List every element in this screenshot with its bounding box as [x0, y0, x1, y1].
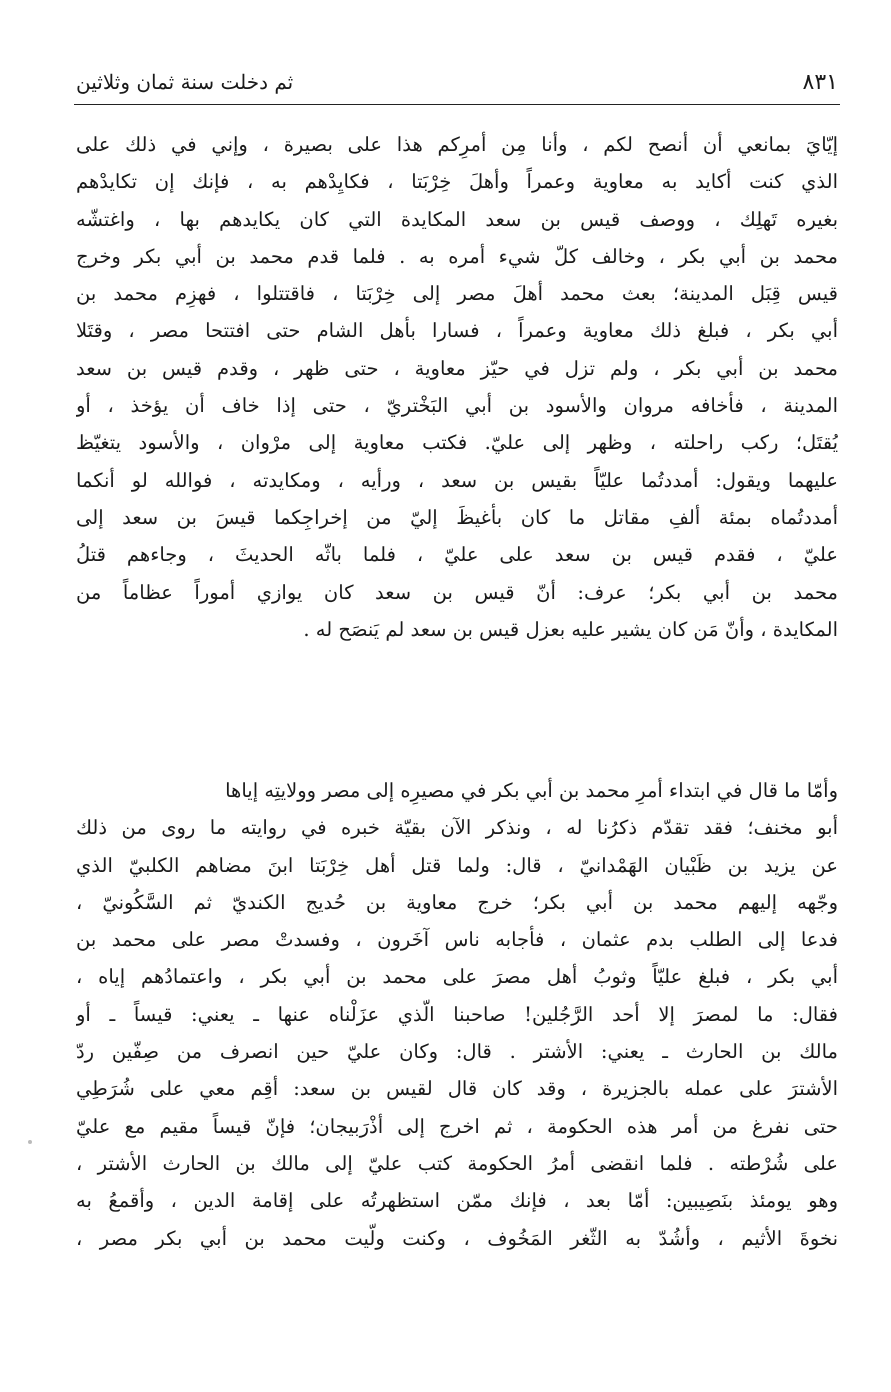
header-divider	[74, 104, 840, 105]
text-line: مالك بن الحارث ـ يعني: الأشتر . قال: وكان عليّ حين انصرف من صِفّين ردّ	[76, 1040, 838, 1064]
paragraph-1	[76, 126, 838, 648]
text-line: أبي بكر ، فبلغ عليّاً وثوبُ أهل مصرَ على محمد بن أبي بكر ، واعتمادُهم إياه ،	[76, 965, 838, 989]
text-line: عليهما ويقول: أمددتُما عليّاً بقيس بن سعد ، ورأيه ، ومكايدته ، فوالله لو أنكما	[76, 468, 838, 492]
page-number: ٨٣١	[802, 69, 838, 95]
text-line: وهو يومئذ بنَصِيبين: أمّا بعد ، فإنك ممّن استظهرتُه على إقامة الدين ، وأقمعُ به	[76, 1189, 838, 1213]
text-line: أمددتُماه بمئة ألفِ مقاتل ما كان بأغيظَ إليّ من إخراجِكما قيسَ بن سعد إلى	[76, 505, 838, 529]
text-line: فدعا إلى الطلب بدم عثمان ، فأجابه ناس آخَرون ، وفسدتْ مصر على محمد بن	[76, 928, 838, 952]
text-line: الذي كنت أكايد به معاوية وعمراً وأهلَ خِرْبَتا ، فكايِدْهم به ، فإنك إن تكايدْهم	[76, 170, 838, 194]
text-line: عن يزيد بن ظَبْيان الهَمْدانيّ ، قال: ولما قتل أهل خِرْبَتا ابنَ مضاهم الكلبيّ الذي	[76, 853, 838, 877]
text-line: بغيره تَهلِك ، ووصف قيس بن سعد المكايدة التي كان يكايدهم بها ، واغتشّه	[76, 207, 838, 231]
text-line: وجّهه إليهم محمد بن أبي بكر؛ خرج معاوية بن حُديج الكنديّ ثم السَّكُونيّ ،	[76, 890, 838, 914]
text-line: المكايدة ، وأنّ مَن كان يشير عليه بعزل قيس بن سعد لم يَنصَح له .	[303, 617, 838, 641]
text-line: إيّايَ بمانعي أن أنصح لكم ، وأنا مِن أمرِكم هذا على بصيرة ، وإني في ذلك على	[76, 133, 838, 156]
text-line: يُقتَل؛ ركب راحلته ، وظهر إلى عليّ. فكتب معاوية إلى مرْوان ، والأسود يتغيّظ	[76, 431, 838, 455]
text-line: محمد بن أبي بكر؛ عرف: أنّ قيس بن سعد كان يوازي أموراً عظاماً من	[76, 580, 838, 604]
paragraph-2	[76, 772, 838, 1257]
running-title: ثم دخلت سنة ثمان وثلاثين	[76, 70, 294, 94]
text-line: وأمّا ما قال في ابتداء أمرِ محمد بن أبي بكر في مصيرِه إلى مصر وولايتِه إياها	[225, 779, 838, 802]
text-line: فقال: ما لمصرَ إلا أحد الرَّجُلين! صاحبنا الّذي عزَلْناه عنها ـ يعني: قيساً ـ أو	[76, 1002, 838, 1026]
text-line: محمد بن أبي بكر ، وخالف كلّ شيء أمره به . فلما قدم محمد بن أبي بكر وخرج	[76, 244, 838, 268]
margin-speck	[28, 1140, 32, 1144]
text-line: أبو مخنف؛ فقد تقدّم ذكرُنا له ، ونذكر الآن بقيّة خبره في روايته ما روى من ذلك	[76, 816, 838, 840]
text-line: محمد بن أبي بكر ، ولم تزل في حيّز معاوية ، حتى ظهر ، وقدم قيس بن سعد	[76, 356, 838, 380]
text-line: على شُرْطته . فلما انقضى أمرُ الحكومة كتب عليّ إلى مالك بن الحارث الأشتر ،	[76, 1151, 838, 1175]
text-line: الأشترَ على عمله بالجزيرة ، وقد كان قال لقيس بن سعد: أقِم معي على شُرَطِي	[76, 1077, 838, 1101]
page-header	[76, 62, 838, 102]
text-line: حتى نفرغ من أمر هذه الحكومة ، ثم اخرج إلى أذْرَبيجان؛ فإنّ قيساً مقيم مع عليّ	[76, 1114, 838, 1138]
text-line: نخوةَ الأثيم ، وأشُدّ به الثّغر المَخُوف ، وكنت ولّيت محمد بن أبي بكر مصر ،	[76, 1226, 838, 1250]
text-line: قيس قِبَل المدينة؛ بعث محمد أهلَ مصر إلى خِرْبَتا ، فاقتتلوا ، فهزِم محمد بن	[76, 282, 838, 306]
text-line: المدينة ، فأخافه مروان والأسود بن أبي البَخْتريّ ، حتى إذا خاف أن يؤخذ ، أو	[76, 394, 838, 418]
text-line: أبي بكر ، فبلغ ذلك معاوية وعمراً ، فسارا بأهل الشام حتى افتتحا مصر ، وقتَلا	[76, 319, 838, 343]
text-line: عليّ ، فقدم قيس بن سعد على عليّ ، فلما باثّه الحديثَ ، وجاءهم قتلُ	[76, 543, 838, 567]
